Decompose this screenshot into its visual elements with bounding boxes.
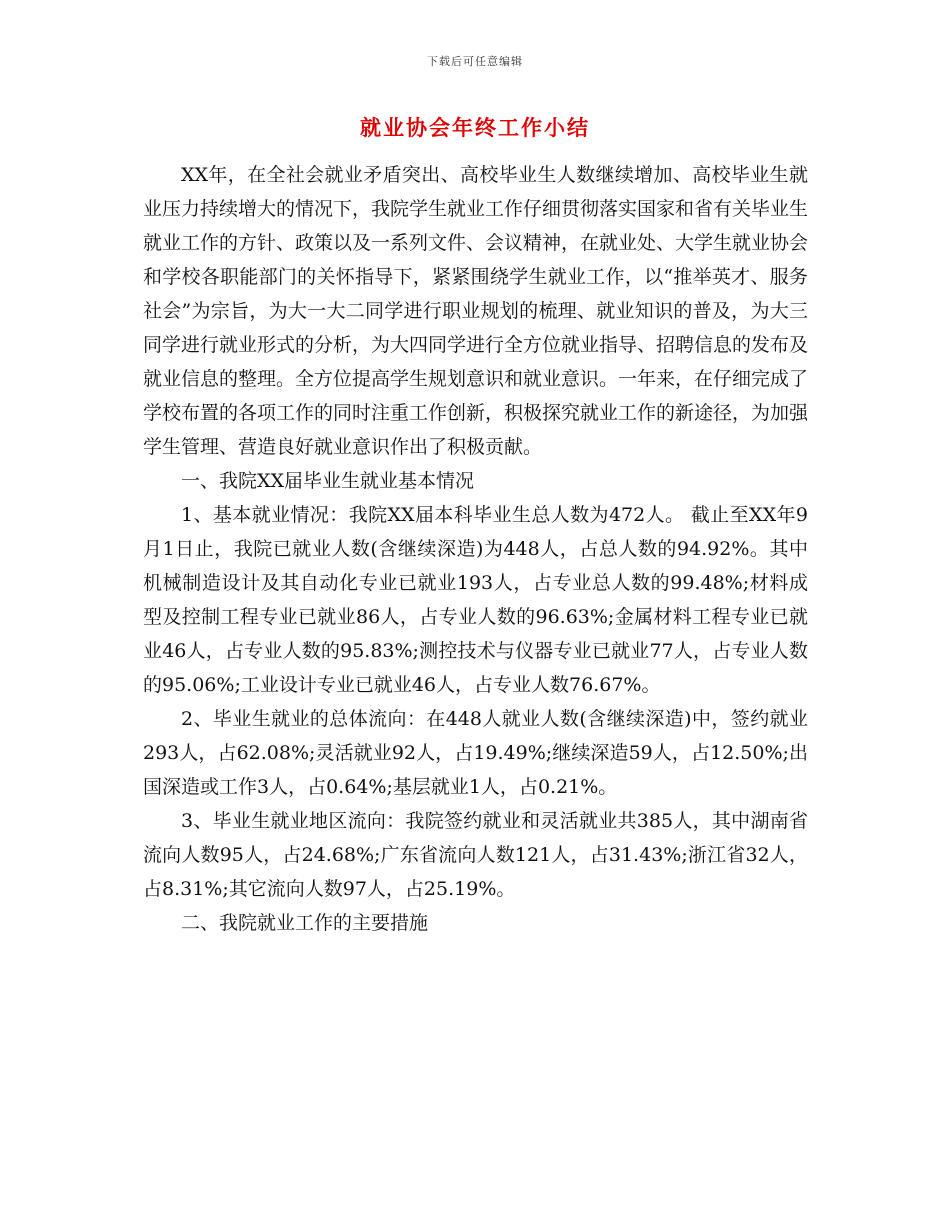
paragraph-basic-employment: 1、基本就业情况：我院XX届本科毕业生总人数为472人。 截止至XX年9月1日止，我院已就业人数(含继续深造)为448人，占总人数的94.92%。其中机械制造设计及其自动化专业已就业193人，占专业总人数的99.48%;材料成型及控制工程专业已就业86人，占专业人数的96.63%;金属材料工程专业已就业46人，占专业人数的95.83%;测控技术与仪器专业已就业77人，占专业人数的95.06%;工业设计专业已就业46人，占专业人数76.67%。: [143, 504, 808, 696]
document-body: [143, 158, 808, 940]
section-heading-2: 二、我院就业工作的主要措施: [181, 912, 429, 934]
header-note: 下载后可任意编辑: [427, 55, 523, 68]
paragraph-intro: XX年，在全社会就业矛盾突出、高校毕业生人数继续增加、高校毕业生就业压力持续增大的情况下，我院学生就业工作仔细贯彻落实国家和省有关毕业生就业工作的方针、政策以及一系列文件、会议精神，在就业处、大学生就业协会和学校各职能部门的关怀指导下，紧紧围绕学生就业工作，以“推举英才、服务社会”为宗旨，为大一大二同学进行职业规划的梳理、就业知识的普及，为大三同学进行就业形式的分析，为大四同学进行全方位就业指导、招聘信息的发布及就业信息的整理。全方位提高学生规划意识和就业意识。一年来，在仔细完成了学校布置的各项工作的同时注重工作创新，积极探究就业工作的新途径，为加强学生管理、营造良好就业意识作出了积极贡献。: [143, 164, 809, 458]
paragraph-overall-flow: 2、毕业生就业的总体流向：在448人就业人数(含继续深造)中，签约就业293人，占62.08%;灵活就业92人，占19.49%;继续深造59人，占12.50%;出国深造或工作3人，占0.64%;基层就业1人，占0.21%。: [143, 708, 808, 798]
paragraph-regional-flow: 3、毕业生就业地区流向：我院签约就业和灵活就业共385人，其中湖南省流向人数95人，占24.68%;广东省流向人数121人，占31.43%;浙江省32人，占8.31%;其它流向人数97人，占25.19%。: [143, 810, 808, 900]
document-title: 就业协会年终工作小结: [360, 116, 590, 140]
section-heading-1: 一、我院XX届毕业生就业基本情况: [181, 470, 475, 492]
